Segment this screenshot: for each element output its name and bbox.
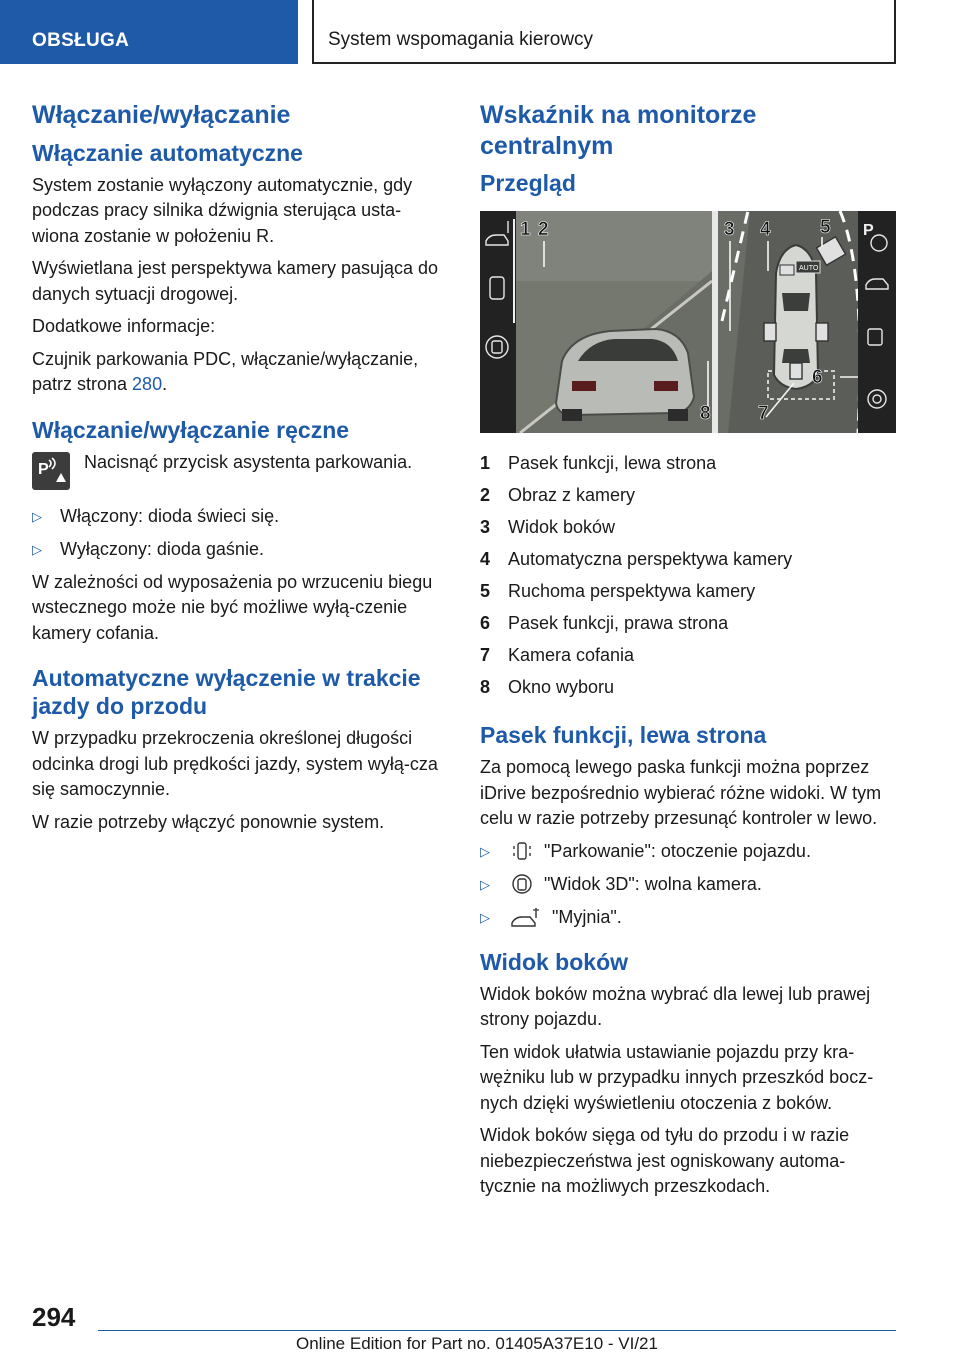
- chapter-tab: [312, 0, 896, 64]
- callout-2: 2: [538, 219, 549, 241]
- paragraph: Dodatkowe informacje:: [32, 316, 216, 337]
- svg-text:P: P: [38, 460, 49, 478]
- auto-badge: AUTO: [799, 265, 819, 273]
- callout-5: 5: [820, 217, 831, 239]
- page-reference-link[interactable]: 280: [132, 374, 163, 395]
- svg-text:P: P: [863, 222, 874, 240]
- triangle-bullet-icon: ▷: [480, 876, 490, 892]
- heading-side-view: Widok boków: [480, 948, 629, 975]
- legend-item: 4 Automatyczna perspektywa kamery: [480, 549, 793, 570]
- list-item: ▷ Włączony: dioda świeci się.: [32, 504, 442, 529]
- triangle-bullet-icon: ▷: [32, 541, 42, 557]
- section-tab: [0, 0, 298, 64]
- callout-4: 4: [760, 219, 771, 241]
- paragraph: Widok boków można wybrać dla lewej lub prawej strony pojazdu.: [480, 983, 871, 1030]
- list-item: ▷ "Widok 3D": wolna kamera.: [480, 872, 890, 897]
- heading-overview: Przegląd: [480, 170, 576, 196]
- button-instruction: [32, 450, 442, 490]
- paragraph-with-link: Czujnik parkowania PDC, włączanie/wyłączanie, patrz strona 280.: [32, 348, 419, 395]
- edition-note: Online Edition for Part no. 01405A37E10 - VI/21: [296, 1334, 658, 1353]
- footer-divider: [98, 1330, 896, 1331]
- legend-item: 2 Obraz z kamery: [480, 485, 636, 506]
- paragraph: W przypadku przekroczenia określonej długości odcinka drogi lub prędkości jazdy, system wyłą-cza się samoczynnie.: [32, 728, 438, 800]
- triangle-bullet-icon: ▷: [32, 508, 42, 524]
- paragraph: Widok boków sięga od tyłu do przodu i w razie niebezpieczeństwa jest ogniskowany automa-tycznie na możliwych przeszkodach.: [480, 1125, 850, 1197]
- camera-display-illustration: [480, 211, 896, 433]
- heading-manual-on-off: Włączanie/wyłączanie ręczne: [32, 416, 350, 443]
- heading-on-off: Włączanie/wyłączanie: [32, 101, 291, 129]
- right-column: [480, 100, 890, 1207]
- heading-left-function-bar: Pasek funkcji, lewa strona: [480, 722, 767, 749]
- legend-item: 6 Pasek funkcji, prawa strona: [480, 613, 729, 634]
- manual-bullet-list: [32, 504, 442, 562]
- paragraph: Za pomocą lewego paska funkcji można poprzez iDrive bezpośrednio wybierać różne widoki. W tym celu w razie potrzeby przesunąć kontroler w lewo.: [480, 757, 882, 829]
- callout-7: 7: [758, 403, 769, 425]
- heading-auto-on: Włączanie automatyczne: [32, 139, 303, 166]
- legend-item: 5 Ruchoma perspektywa kamery: [480, 581, 756, 602]
- section-title: OBSŁUGA: [32, 30, 130, 51]
- page-number: 294: [32, 1302, 76, 1332]
- legend-item: 8 Okno wyboru: [480, 677, 615, 698]
- paragraph: W razie potrzeby włączyć ponownie system.: [32, 811, 385, 832]
- chapter-title: System wspomagania kierowcy: [328, 29, 594, 50]
- parking-view-icon: [510, 840, 534, 862]
- car-wash-icon: [510, 906, 542, 928]
- triangle-bullet-icon: ▷: [480, 843, 490, 859]
- heading-central-monitor: Wskaźnik na monitorze centralnym: [480, 101, 757, 160]
- figure-legend: [480, 447, 890, 703]
- callout-6: 6: [812, 367, 823, 389]
- paragraph: Ten widok ułatwia ustawianie pojazdu przy kra-wężniku lub w przypadku innych przeszkód bocz-nych dzięki wyświetleniu otoczenia z boków.: [480, 1041, 874, 1113]
- paragraph: Wyświetlana jest perspektywa kamery pasująca do danych sytuacji drogowej.: [32, 258, 439, 304]
- paragraph: System zostanie wyłączony automatycznie, gdy podczas pracy silnika dźwignia sterująca usta-wiona zostanie w położeniu R.: [32, 174, 413, 246]
- button-instruction-text: Nacisnąć przycisk asystenta parkowania.: [84, 451, 413, 472]
- callout-8: 8: [700, 403, 711, 425]
- triangle-bullet-icon: ▷: [480, 909, 490, 925]
- paragraph: W zależności od wyposażenia po wrzuceniu biegu wstecznego może nie być możliwe wyłą-czenie kamery cofania.: [32, 571, 433, 643]
- heading-auto-off-forward: Automatyczne wyłączenie w trakcie jazdy do przodu: [32, 665, 421, 720]
- left-column: [32, 100, 442, 842]
- legend-item: 3 Widok boków: [480, 517, 616, 538]
- callout-1: 1: [520, 219, 531, 241]
- legend-item: 7 Kamera cofania: [480, 645, 635, 666]
- callout-3: 3: [724, 219, 735, 241]
- list-item: ▷ "Myjnia".: [480, 905, 890, 930]
- 3d-view-icon: [510, 873, 534, 895]
- list-item: ▷ "Parkowanie": otoczenie pojazdu.: [480, 839, 890, 864]
- legend-item: 1 Pasek funkcji, lewa strona: [480, 453, 717, 474]
- function-bar-list: [480, 839, 890, 930]
- list-item: ▷ Wyłączony: dioda gaśnie.: [32, 537, 442, 562]
- parking-assistant-button-icon: [32, 452, 70, 490]
- camera-display-svg: [480, 211, 896, 433]
